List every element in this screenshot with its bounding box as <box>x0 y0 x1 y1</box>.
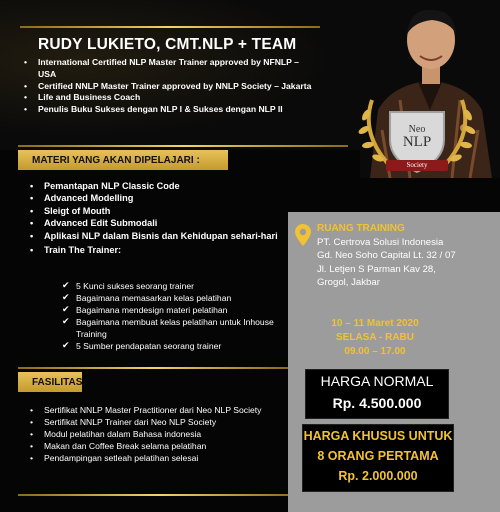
fasilitas-gold-divider <box>18 367 288 369</box>
top-gold-divider <box>20 26 320 28</box>
special-price-line2: 8 ORANG PERTAMA <box>317 449 439 463</box>
trainer-name: RUDY LUKIETO, CMT.NLP + TEAM <box>38 36 297 53</box>
fasilitas-item: • Sertifikat NNLP Trainer dari Neo NLP Society <box>30 416 300 428</box>
venue-line: Gd. Neo Soho Capital Lt. 32 / 07 <box>317 250 456 262</box>
materi-item: • Sleigt of Mouth <box>30 205 290 217</box>
schedule-time: 09.00 – 17.00 <box>344 346 406 357</box>
credential-item: • International Certified NLP Master Trainer approved by NFNLP – USA <box>24 57 314 81</box>
badge-line2: NLP <box>402 134 432 150</box>
special-price-box <box>302 424 454 492</box>
credential-item: • Penulis Buku Sukses dengan NLP I & Sukses dengan NLP II <box>24 104 314 116</box>
materi-item: • Aplikasi NLP dalam Bisnis dan Kehidupan sehari-hari <box>30 230 290 242</box>
sub-item: ✔ Bagaimana memasarkan kelas pelatihan <box>62 292 232 303</box>
fasilitas-item: • Makan dan Coffee Break selama pelatihan <box>30 440 300 452</box>
materi-item: • Advanced Edit Submodali <box>30 217 290 229</box>
materi-item: • Train The Trainer: <box>30 244 290 256</box>
normal-price-value: Rp. 4.500.000 <box>332 395 422 411</box>
venue-line: PT. Certrova Solusi Indonesia <box>317 236 444 248</box>
materi-list <box>30 180 290 256</box>
sub-item: ✔ 5 Kunci sukses seorang trainer <box>62 280 194 291</box>
sub-item: ✔ 5 Sumber pendapatan seorang trainer <box>62 340 222 351</box>
bottom-gold-divider <box>18 494 298 496</box>
sub-item: ✔ Bagaimana mendesign materi pelatihan <box>62 304 228 315</box>
materi-header: MATERI YANG AKAN DIPELAJARI : <box>18 150 228 170</box>
sub-item: ✔ Bagaimana membuat kelas pelatihan untuk Inhouse Training <box>62 316 274 339</box>
venue-title: RUANG TRAINING <box>317 223 405 234</box>
checkmark-icon: ✔ <box>62 304 70 314</box>
fasilitas-item: • Sertifikat NNLP Master Practitioner dari Neo NLP Society <box>30 404 300 416</box>
venue-info <box>317 222 500 290</box>
materi-item: • Advanced Modelling <box>30 192 290 204</box>
normal-price-box <box>305 369 449 419</box>
special-price-line1: HARGA KHUSUS UNTUK <box>303 429 453 443</box>
location-pin-icon <box>295 224 311 251</box>
checkmark-icon: ✔ <box>62 292 70 302</box>
fasilitas-list <box>30 404 300 464</box>
fasilitas-item: • Modul pelatihan dalam Bahasa indonesia <box>30 428 300 440</box>
trainer-credentials <box>24 57 314 116</box>
venue-line: Jl. Letjen S Parman Kav 28, <box>317 263 436 275</box>
badge-ribbon: Society <box>406 161 428 169</box>
schedule <box>300 317 450 359</box>
fasilitas-header: FASILITAS: <box>18 372 82 392</box>
credential-item: • Life and Business Coach <box>24 92 314 104</box>
materi-gold-divider <box>18 145 348 147</box>
checkmark-icon: ✔ <box>62 316 70 326</box>
neo-nlp-society-badge <box>352 90 482 180</box>
fasilitas-item: • Pendampingan setleah pelatihan selesai <box>30 452 300 464</box>
materi-item: • Pemantapan NLP Classic Code <box>30 180 290 192</box>
venue-line: Grogol, Jakbar <box>317 277 380 289</box>
normal-price-label: HARGA NORMAL <box>320 373 434 389</box>
schedule-days: SELASA - RABU <box>336 332 414 343</box>
train-the-trainer-list <box>62 280 282 352</box>
badge-line1: Neo <box>408 124 426 135</box>
schedule-dates: 10 – 11 Maret 2020 <box>331 318 419 329</box>
special-price-value: Rp. 2.000.000 <box>338 469 418 483</box>
credential-item: • Certified NNLP Master Trainer approved by NNLP Society – Jakarta <box>24 81 314 93</box>
checkmark-icon: ✔ <box>62 280 70 290</box>
checkmark-icon: ✔ <box>62 340 70 350</box>
